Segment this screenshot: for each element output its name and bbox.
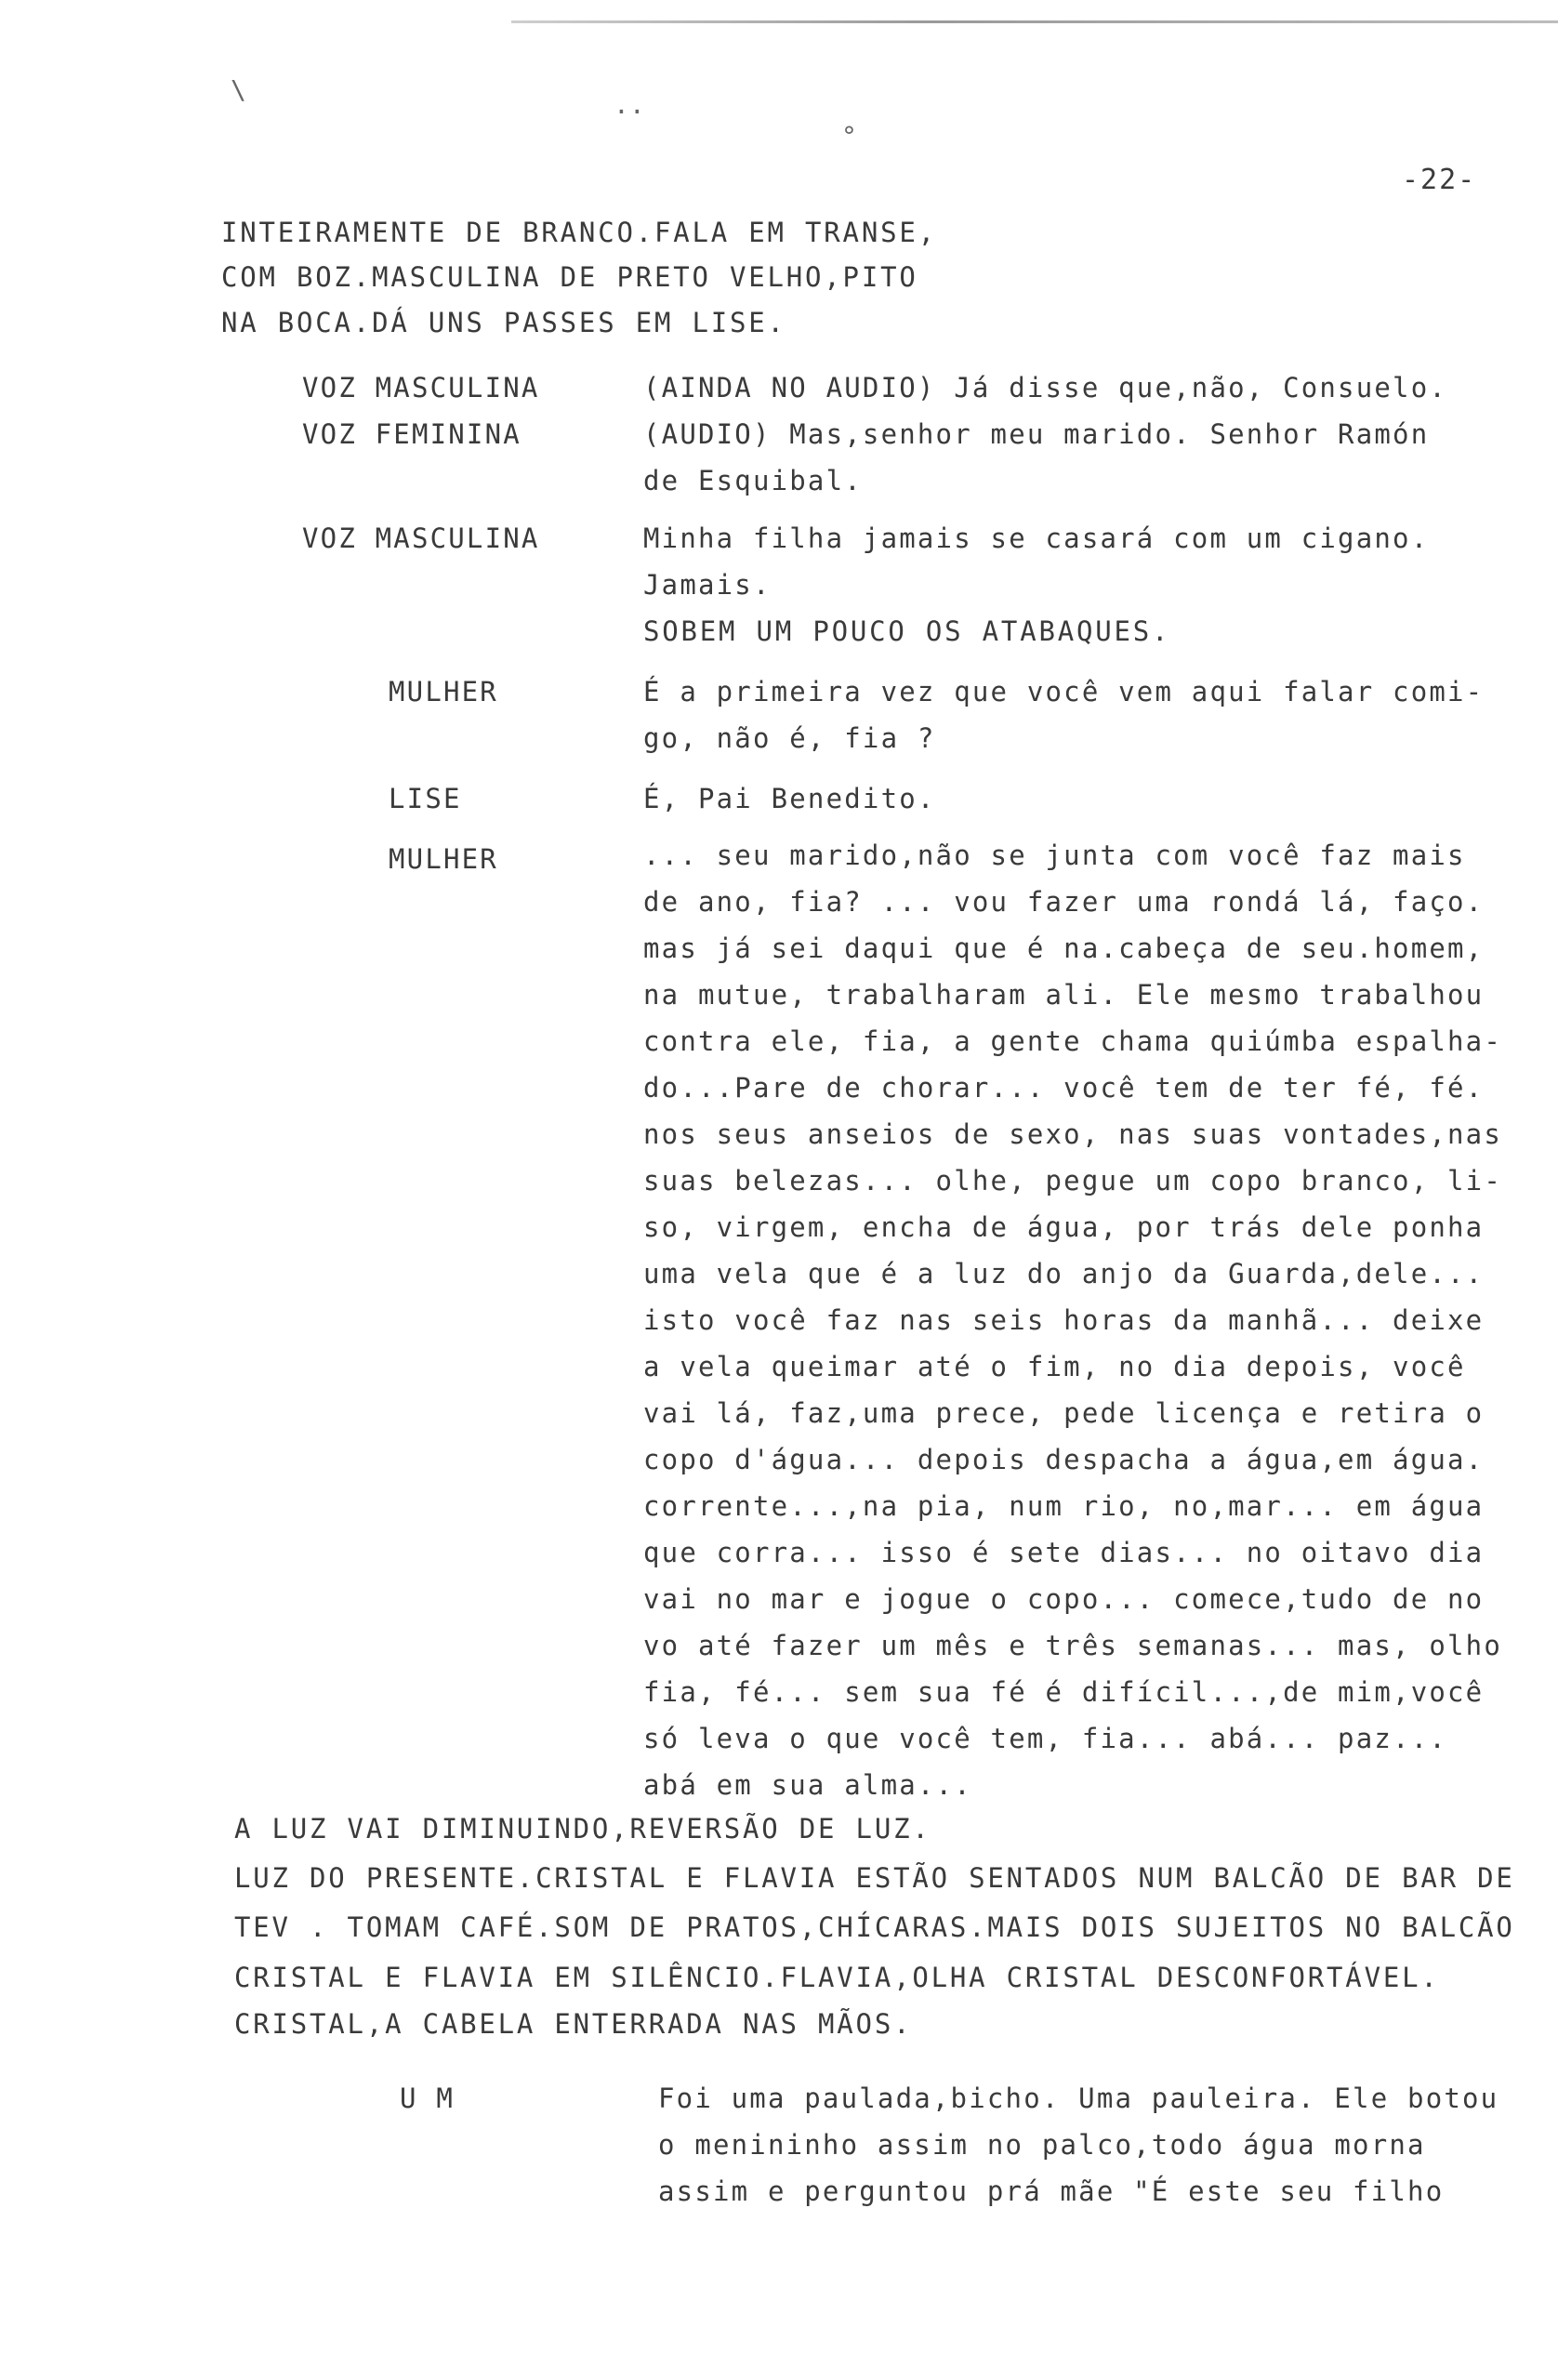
stage-direction-line: LUZ DO PRESENTE.CRISTAL E FLAVIA ESTÃO SENTADOS NUM BALCÃO DE BAR DE <box>234 1862 1515 1894</box>
speech-line: a vela queimar até o fim, no dia depois, você <box>643 1351 1466 1382</box>
speech-line: fia, fé... sem sua fé é difícil...,de mim,você <box>643 1676 1485 1708</box>
dialogue-line: o menininho assim no palco,todo água morna <box>658 2129 1426 2161</box>
speaker-name: LISE <box>389 783 462 814</box>
speech-line: ... seu marido,não se junta com você faz mais <box>643 840 1466 871</box>
dialogue-line: Jamais. <box>643 569 772 601</box>
stage-direction-line: TEV . TOMAM CAFÉ.SOM DE PRATOS,CHÍCARAS.MAIS DOIS SUJEITOS NO BALCÃO <box>234 1911 1515 1943</box>
speech-line: abá em sua alma... <box>643 1769 972 1801</box>
speaker-name: VOZ FEMININA <box>302 418 522 450</box>
speech-line: nos seus anseios de sexo, nas suas vontades,nas <box>643 1118 1502 1150</box>
stray-mark: \ <box>231 74 246 105</box>
stage-direction-line: NA BOCA.DÁ UNS PASSES EM LISE. <box>221 307 786 338</box>
stage-direction-line: CRISTAL,A CABELA ENTERRADA NAS MÃOS. <box>234 2008 913 2040</box>
scan-top-border <box>511 20 1558 23</box>
page-number: -22- <box>1402 164 1477 196</box>
dialogue-line: (AINDA NO AUDIO) Já disse que,não, Consuelo. <box>643 372 1448 403</box>
dialogue-line: É, Pai Benedito. <box>643 783 936 814</box>
speaker-name: MULHER <box>389 843 498 875</box>
speech-line: de ano, fia? ... vou fazer uma rondá lá, faço. <box>643 886 1485 918</box>
speaker-name: MULHER <box>389 676 498 707</box>
speech-line: uma vela que é a luz do anjo da Guarda,dele... <box>643 1258 1485 1289</box>
speech-line: mas já sei daqui que é na.cabeça de seu.homem, <box>643 932 1485 964</box>
stage-direction-line: INTEIRAMENTE DE BRANCO.FALA EM TRANSE, <box>221 217 937 248</box>
dialogue-line: (AUDIO) Mas,senhor meu marido. Senhor Ramón <box>643 418 1430 450</box>
speech-line: isto você faz nas seis horas da manhã... deixe <box>643 1304 1485 1336</box>
dialogue-line: É a primeira vez que você vem aqui falar comi- <box>643 676 1485 707</box>
speech-text <box>643 832 1526 1808</box>
speech-line: só leva o que você tem, fia... abá... paz... <box>643 1723 1448 1754</box>
dialogue-line: assim e perguntou prá mãe "É este seu filho <box>658 2175 1445 2207</box>
stray-mark: .. <box>614 89 645 120</box>
speech-line: suas belezas... olhe, pegue um copo branco, li- <box>643 1165 1502 1197</box>
speech-line: na mutue, trabalharam ali. Ele mesmo trabalhou <box>643 979 1485 1011</box>
dialogue-line: Minha filha jamais se casará com um cigano. <box>643 522 1430 554</box>
speech-line: contra ele, fia, a gente chama quiúmba espalha- <box>643 1025 1502 1057</box>
speech-line: do...Pare de chorar... você tem de ter fé, fé. <box>643 1072 1485 1104</box>
speaker-name: VOZ MASCULINA <box>302 522 540 554</box>
speech-line: copo d'água... depois despacha a água,em água. <box>643 1444 1485 1475</box>
stage-direction-line: CRISTAL E FLAVIA EM SILÊNCIO.FLAVIA,OLHA CRISTAL DESCONFORTÁVEL. <box>234 1962 1440 1993</box>
speaker-name: U M <box>400 2082 455 2114</box>
speech-line: vai no mar e jogue o copo... comece,tudo de no <box>643 1583 1485 1615</box>
stage-direction-line: COM BOZ.MASCULINA DE PRETO VELHO,PITO <box>221 261 918 293</box>
stage-direction-line: A LUZ VAI DIMINUINDO,REVERSÃO DE LUZ. <box>234 1813 931 1844</box>
dialogue-line: go, não é, fia ? <box>643 722 936 754</box>
speech-line: vai lá, faz,uma prece, pede licença e retira o <box>643 1397 1485 1429</box>
speech-line: corrente...,na pia, num rio, no,mar... em água <box>643 1490 1485 1522</box>
stray-mark: ° <box>841 121 857 152</box>
speech-line: so, virgem, encha de água, por trás dele ponha <box>643 1211 1485 1243</box>
dialogue-line: de Esquibal. <box>643 465 863 496</box>
speech-line: vo até fazer um mês e três semanas... mas, olho <box>643 1630 1502 1661</box>
stage-cue-atabaques: SOBEM UM POUCO OS ATABAQUES. <box>643 615 1171 647</box>
speaker-name: VOZ MASCULINA <box>302 372 540 403</box>
speech-line: que corra... isso é sete dias... no oitavo dia <box>643 1537 1485 1568</box>
dialogue-line: Foi uma paulada,bicho. Uma pauleira. Ele botou <box>658 2082 1499 2114</box>
